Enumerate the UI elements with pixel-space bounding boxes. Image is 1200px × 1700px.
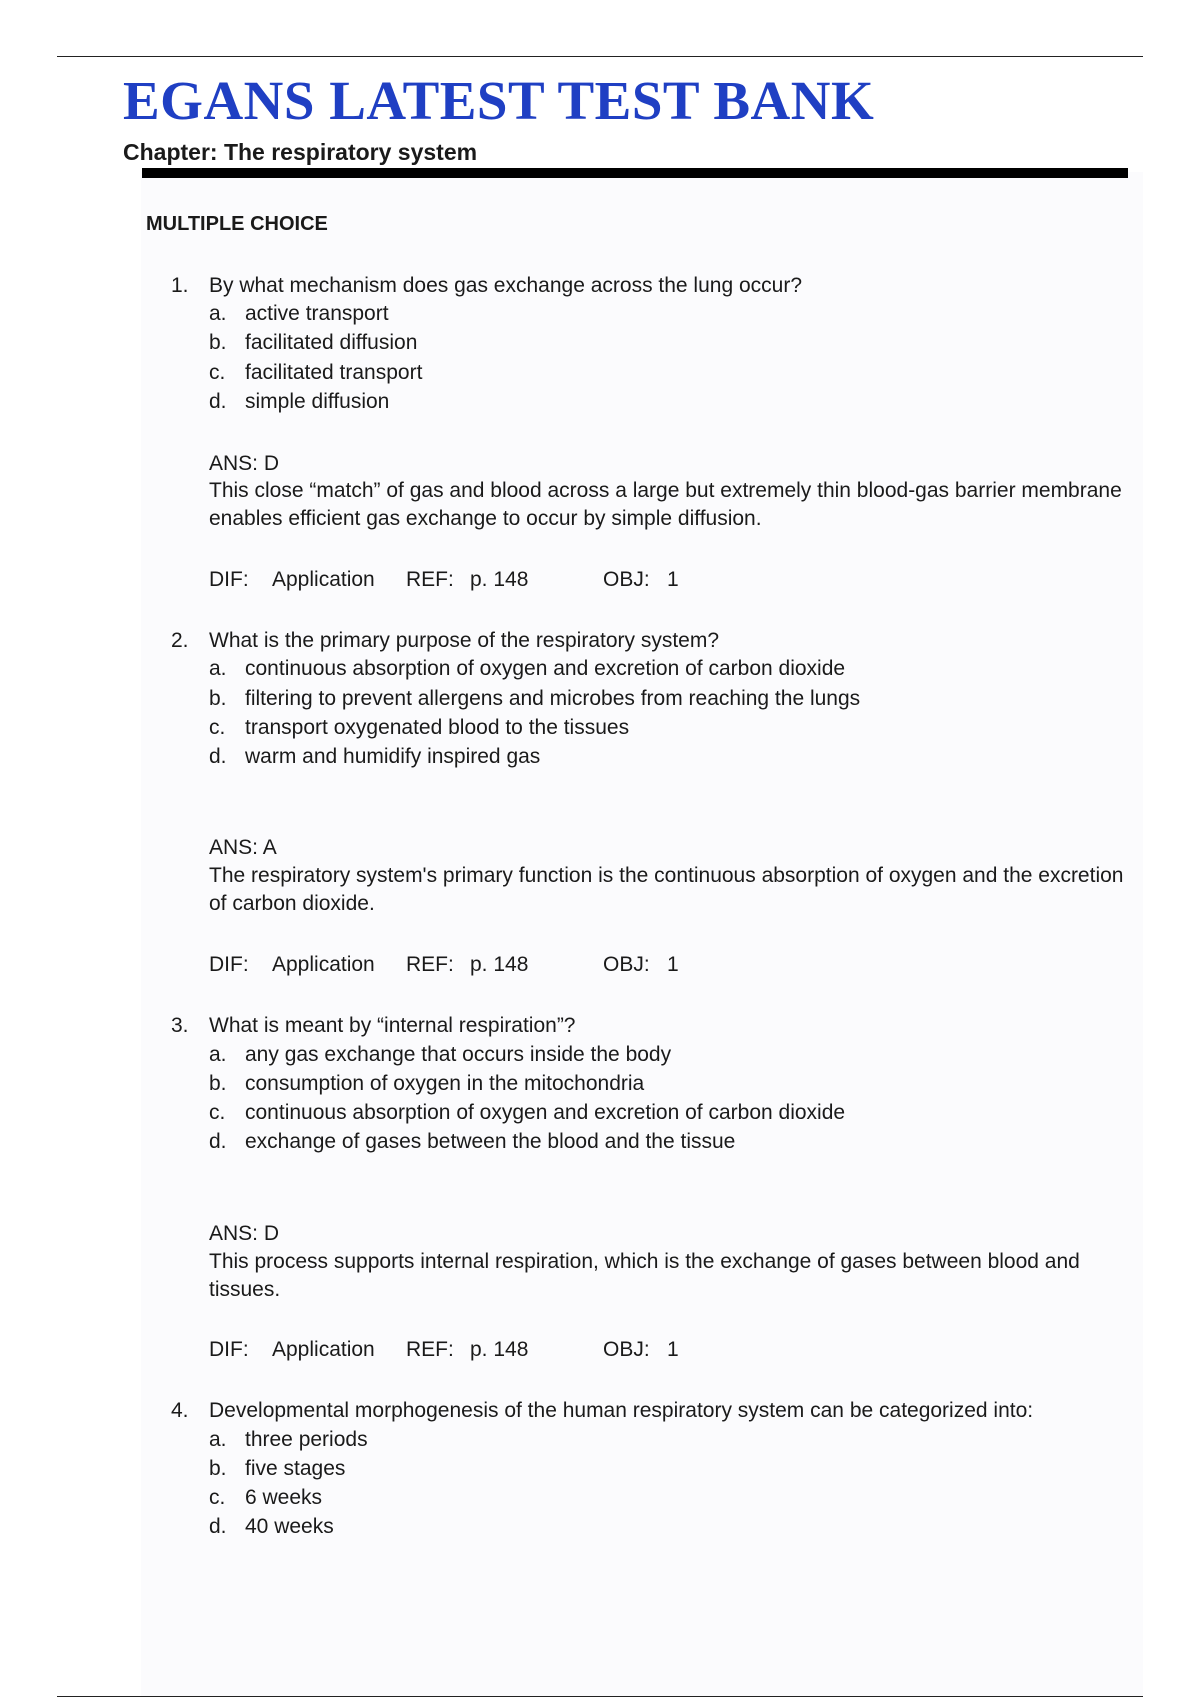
question-number: 3. <box>171 1014 189 1037</box>
ref-label: REF: <box>406 568 454 591</box>
heading-rule <box>142 168 1128 178</box>
answer-key: ANS: A <box>209 836 277 859</box>
question-stem: What is the primary purpose of the respiratory system? <box>209 629 720 652</box>
question-stem: Developmental morphogenesis of the human respiratory system can be categorized into: <box>209 1399 1034 1422</box>
question-number: 4. <box>171 1399 189 1422</box>
ref-value: p. 148 <box>470 953 529 976</box>
ref-value: p. 148 <box>470 1338 529 1361</box>
option-letter: b. <box>209 687 227 710</box>
option-text: consumption of oxygen in the mitochondria <box>245 1072 645 1095</box>
section-heading: MULTIPLE CHOICE <box>146 213 328 235</box>
option-letter: c. <box>209 1101 226 1124</box>
option-letter: d. <box>209 390 227 413</box>
option-letter: c. <box>209 1486 226 1509</box>
option-letter: d. <box>209 745 227 768</box>
question-number: 1. <box>171 274 189 297</box>
obj-label: OBJ: <box>603 568 650 591</box>
document-title: EGANS LATEST TEST BANK <box>123 70 875 131</box>
option-text: active transport <box>245 302 389 325</box>
ref-label: REF: <box>406 1338 454 1361</box>
dif-label: DIF: <box>209 953 249 976</box>
option-letter: c. <box>209 716 226 739</box>
question-stem: What is meant by “internal respiration”? <box>209 1014 576 1037</box>
obj-value: 1 <box>667 953 679 976</box>
obj-value: 1 <box>667 1338 679 1361</box>
option-letter: a. <box>209 1043 227 1066</box>
obj-value: 1 <box>667 568 679 591</box>
answer-rationale: This process supports internal respiration, which is the exchange of gases between blood and tissues. <box>209 1250 1080 1301</box>
option-text: 40 weeks <box>245 1515 334 1538</box>
option-letter: a. <box>209 657 227 680</box>
option-text: five stages <box>245 1457 346 1480</box>
obj-label: OBJ: <box>603 1338 650 1361</box>
option-text: facilitated diffusion <box>245 331 418 354</box>
option-text: exchange of gases between the blood and the tissue <box>245 1130 736 1153</box>
answer-rationale: The respiratory system's primary function is the continuous absorption of oxygen and the excretion of carbon dioxide. <box>209 864 1124 915</box>
chapter-heading: Chapter: The respiratory system <box>123 139 478 165</box>
dif-value: Application <box>272 953 375 976</box>
option-text: any gas exchange that occurs inside the body <box>245 1043 672 1066</box>
option-text: continuous absorption of oxygen and excretion of carbon dioxide <box>245 1101 846 1124</box>
dif-label: DIF: <box>209 1338 249 1361</box>
ref-label: REF: <box>406 953 454 976</box>
option-text: filtering to prevent allergens and microbes from reaching the lungs <box>245 687 861 710</box>
option-letter: d. <box>209 1515 227 1538</box>
answer-rationale: This close “match” of gas and blood across a large but extremely thin blood-gas barrier membrane enables efficient gas exchange to occur by simple diffusion. <box>209 479 1122 530</box>
question-stem: By what mechanism does gas exchange across the lung occur? <box>209 274 802 297</box>
option-text: 6 weeks <box>245 1486 323 1509</box>
obj-label: OBJ: <box>603 953 650 976</box>
dif-value: Application <box>272 1338 375 1361</box>
option-text: transport oxygenated blood to the tissues <box>245 716 630 739</box>
bottom-divider <box>57 1696 1143 1697</box>
answer-key: ANS: D <box>209 452 280 475</box>
option-letter: b. <box>209 1072 227 1095</box>
option-letter: b. <box>209 1457 227 1480</box>
option-text: simple diffusion <box>245 390 390 413</box>
option-letter: a. <box>209 302 227 325</box>
answer-key: ANS: D <box>209 1222 280 1245</box>
option-letter: d. <box>209 1130 227 1153</box>
option-text: continuous absorption of oxygen and excretion of carbon dioxide <box>245 657 846 680</box>
top-divider <box>57 56 1143 57</box>
dif-label: DIF: <box>209 568 249 591</box>
ref-value: p. 148 <box>470 568 529 591</box>
option-letter: a. <box>209 1428 227 1451</box>
option-text: warm and humidify inspired gas <box>245 745 541 768</box>
option-letter: b. <box>209 331 227 354</box>
option-text: facilitated transport <box>245 361 423 384</box>
option-letter: c. <box>209 361 226 384</box>
question-number: 2. <box>171 629 189 652</box>
dif-value: Application <box>272 568 375 591</box>
option-text: three periods <box>245 1428 368 1451</box>
